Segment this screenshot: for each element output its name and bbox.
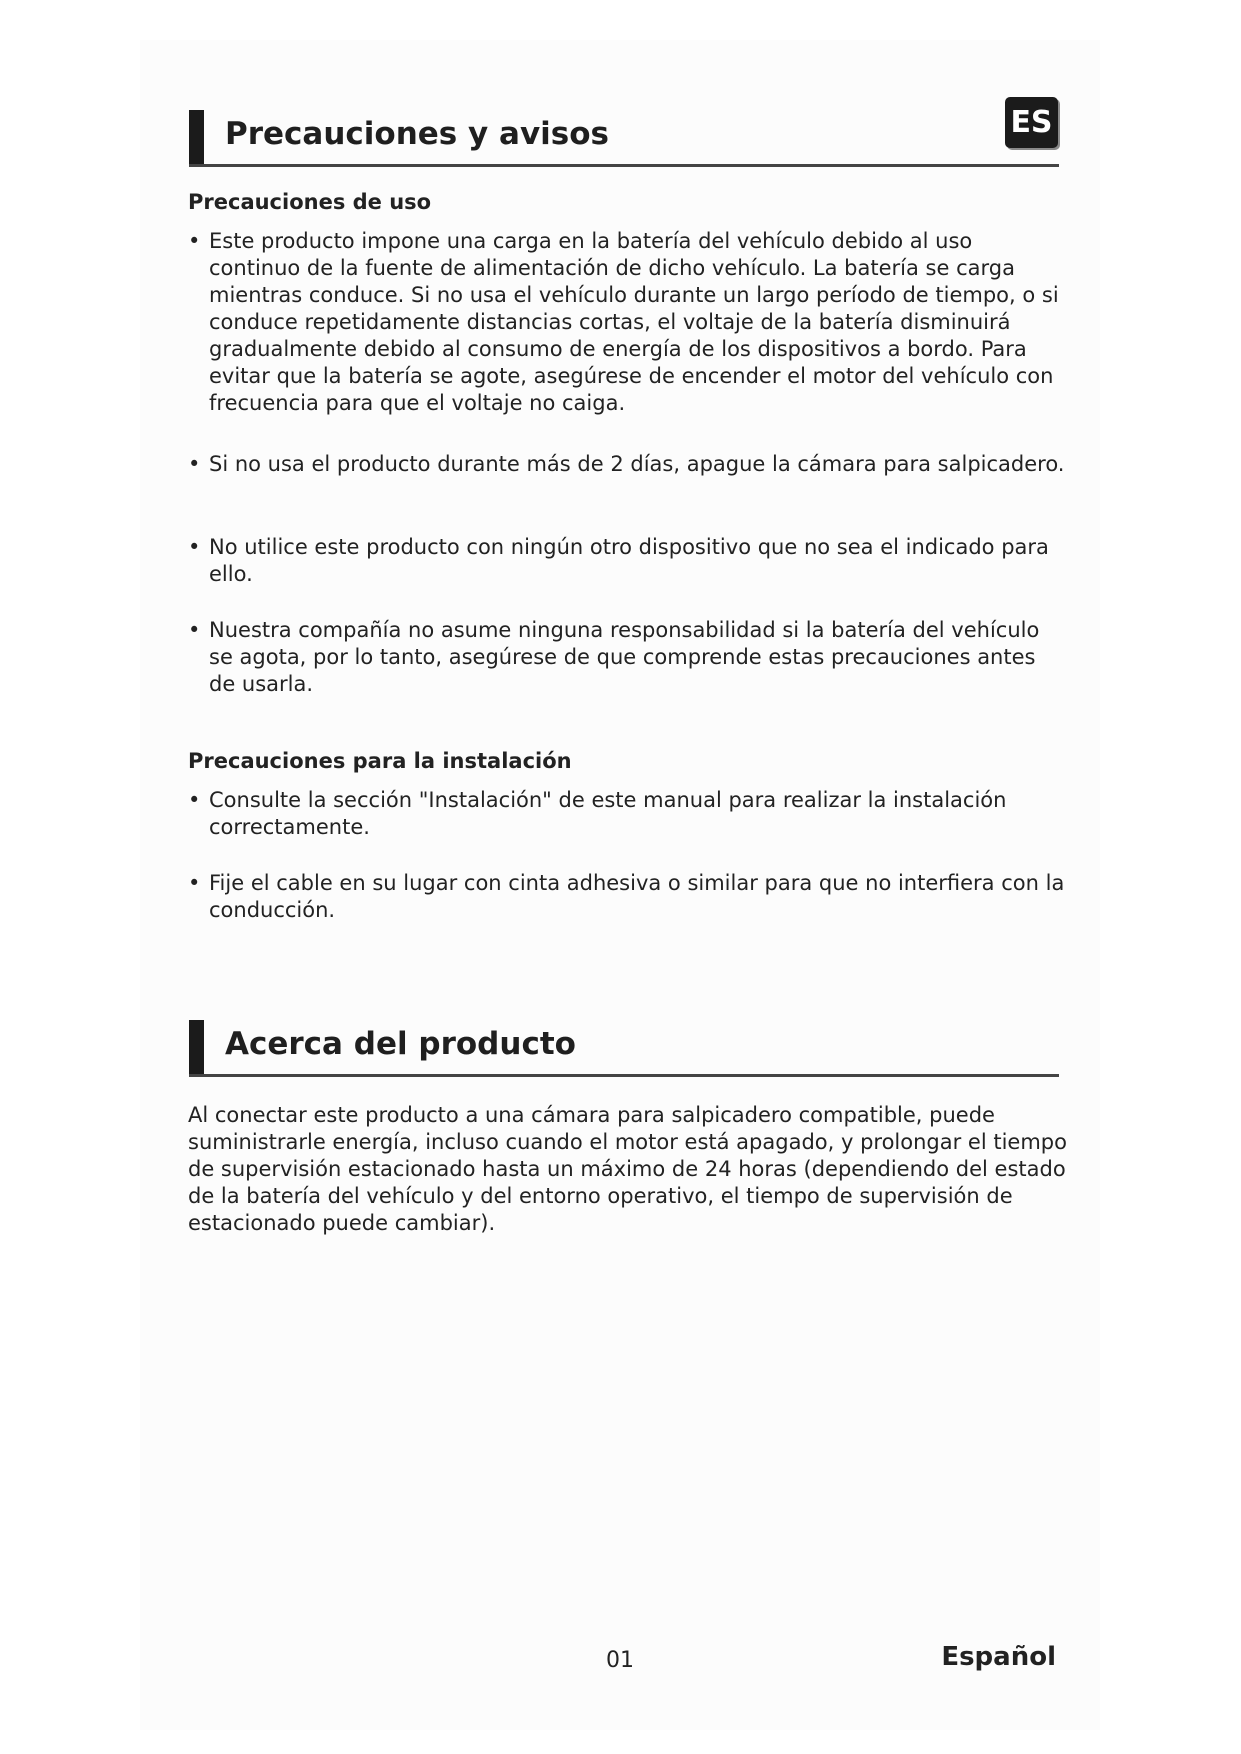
installation-precautions-list: [188, 870, 1068, 924]
installation-precautions-list: [188, 787, 1068, 841]
use-precautions-list: [188, 617, 1068, 698]
about-section-header: [189, 1020, 1059, 1076]
about-section-title: Acerca del producto: [225, 1026, 576, 1062]
precautions-section-header: [189, 110, 1059, 166]
list-item: • No utilice este producto con ningún otro dispositivo que no sea el indicado para ello.: [188, 534, 1068, 588]
section-marker-bar: [189, 110, 204, 166]
list-item: • Fije el cable en su lugar con cinta adhesiva o similar para que no interfiera con la conducción.: [188, 870, 1068, 924]
installation-precautions-heading: Precauciones para la instalación: [188, 749, 572, 773]
section-marker-bar: [189, 1020, 204, 1076]
list-item: • Si no usa el producto durante más de 2 días, apague la cámara para salpicadero.: [188, 451, 1068, 478]
language-label: Español: [941, 1642, 1056, 1672]
use-precautions-list: [188, 228, 1068, 417]
section-rule: [189, 164, 1059, 167]
page-number: 01: [606, 1648, 634, 1673]
use-precautions-heading: Precauciones de uso: [188, 190, 432, 214]
use-precautions-list: [188, 534, 1068, 588]
list-item: • Este producto impone una carga en la batería del vehículo debido al uso continuo de la fuente de alimentación de dicho vehículo. La batería se carga mientras conduce. Si no usa el vehículo durante un largo período de tiempo, o si conduce repetidamente distancias cortas, el voltaje de la batería disminuirá gradualmente debido al consumo de energía de los dispositivos a bordo. Para evitar que la batería se agote, asegúrese de encender el motor del vehículo con frecuencia para que el voltaje no caiga.: [188, 228, 1068, 417]
section-rule: [189, 1074, 1059, 1077]
precautions-section-title: Precauciones y avisos: [225, 116, 609, 152]
list-item: • Nuestra compañía no asume ninguna responsabilidad si la batería del vehículo se agota, por lo tanto, asegúrese de que comprende estas precauciones antes de usarla.: [188, 617, 1068, 698]
language-badge: ES: [1005, 97, 1058, 148]
use-precautions-list: [188, 451, 1068, 478]
list-item: • Consulte la sección "Instalación" de este manual para realizar la instalación correctamente.: [188, 787, 1068, 841]
about-paragraph: Al conectar este producto a una cámara para salpicadero compatible, puede suministrarle energía, incluso cuando el motor está apagado, y prolongar el tiempo de supervisión estacionado hasta un máximo de 24 horas (dependiendo del estado de la batería del vehículo y del entorno operativo, el tiempo de supervisión de estacionado puede cambiar).: [188, 1103, 1067, 1235]
